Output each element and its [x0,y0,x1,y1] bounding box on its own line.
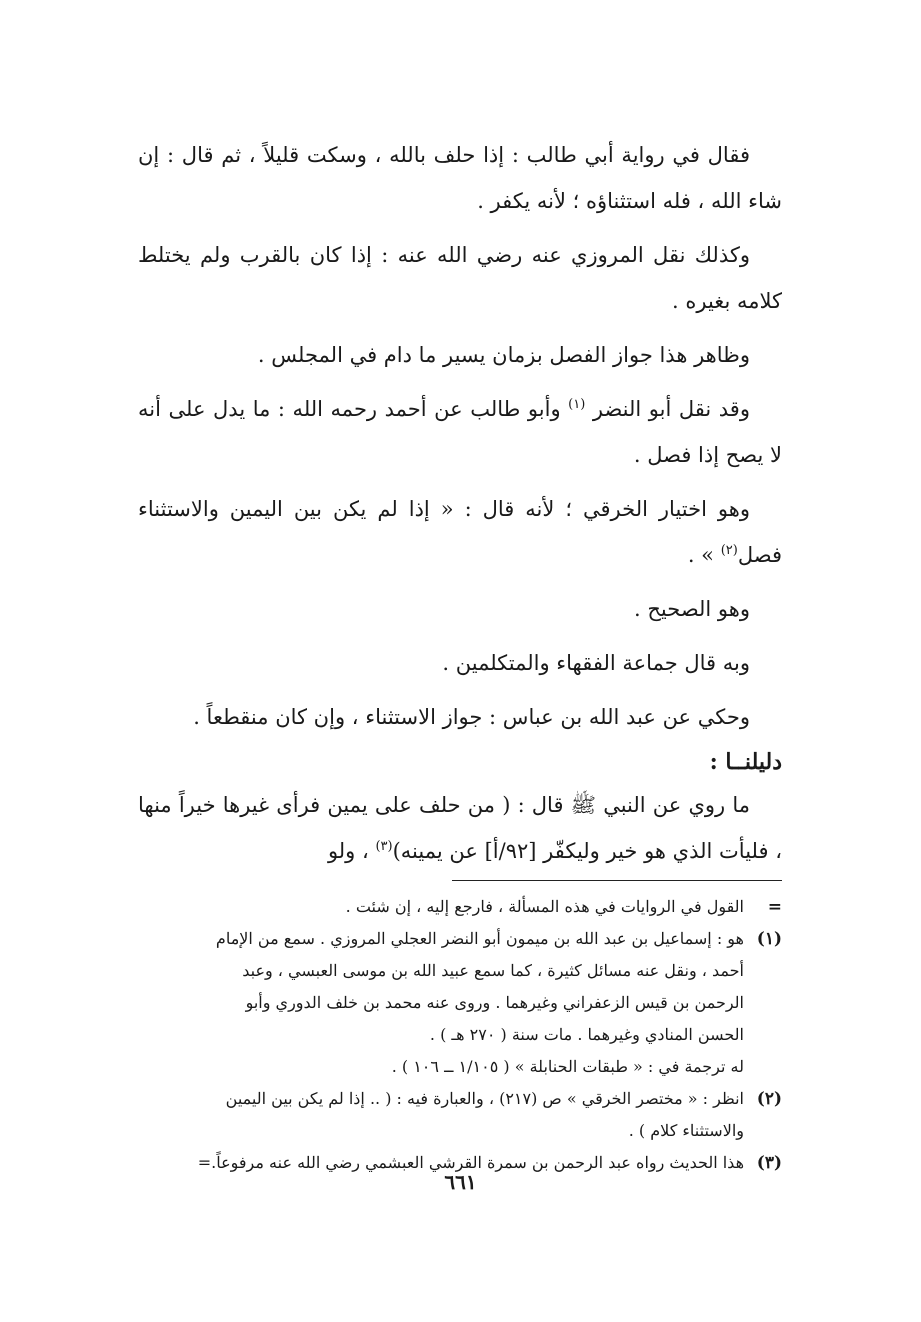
footnote-2 [138,1083,782,1147]
section-heading: دليلنــا : [709,749,782,775]
paragraph-2 [138,232,782,324]
footnote-continuation-text: القول في الروايات في هذه المسألة ، فارجع إليه ، إن شئت . [345,897,744,916]
footnote-2-line-2: والاستثناء كلام ) . [628,1121,744,1140]
footnotes [138,891,782,1179]
paragraph-5-text-b: » . [687,543,715,567]
paragraph-5-line-1: وهو اختيار الخرقي ؛ لأنه قال : « إذا لم يكن بين اليمين والاستثناء [138,497,750,521]
footnote-1-mark: (١) [756,929,782,949]
page-content [138,132,782,1179]
paragraph-8: وحكي عن عبد الله بن عباس : جواز الاستثناء ، وإن كان منقطعاً . [193,705,750,729]
footnote-ref-2: (٢) [720,543,738,558]
paragraph-2-line-1: وكذلك نقل المروزي عنه رضي الله عنه : إذا كان بالقرب ولم يختلط [138,243,750,267]
paragraph-5 [138,486,782,578]
footnote-2-mark: (٢) [756,1089,782,1109]
paragraph-1 [138,132,782,224]
footnote-continuation [138,891,782,923]
paragraph-3: وظاهر هذا جواز الفصل بزمان يسير ما دام في المجلس . [257,343,750,367]
page-number: ٦٦١ [444,1170,477,1194]
paragraph-9 [138,782,782,874]
paragraph-4-line-2: على أنه لا يصح إذا فصل . [138,397,782,467]
paragraph-1-line-2: إن شاء الله ، فله استثناؤه ؛ لأنه يكفر . [138,143,782,213]
paragraph-6: وهو الصحيح . [634,597,750,621]
paragraph-4 [138,386,782,478]
footnote-3-text: هذا الحديث رواه عبد الرحمن بن سمرة القرشي العبشمي رضي الله عنه مرفوعاً.= [197,1153,744,1172]
footnote-1-line-3: الرحمن بن قيس الزعفراني وغيرهما . وروى عنه محمد بن خلف الدوري وأبو [245,993,744,1012]
paragraph-7: وبه قال جماعة الفقهاء والمتكلمين . [442,651,750,675]
footnote-1-line-5: له ترجمة في : « طبقات الحنابلة » ( ١/١٠٥ ــ ١٠٦ ) . [391,1057,744,1076]
paragraph-5-text-a: فصل [737,543,782,567]
footnote-continuation-mark: = [767,897,782,917]
main-text [138,132,782,874]
footnote-1-text [138,923,744,1083]
paragraph-9-line-1: ما روي عن النبي ﷺ قال : ( من حلف على يمين فرأى غيرها [222,793,750,817]
footnote-1-line-4: الحسن المنادي وغيرهما . مات سنة ( ٢٧٠ هـ ) . [429,1025,744,1044]
paragraph-9-text-b: ، ولو [327,839,369,863]
footnote-3-mark: (٣) [756,1153,782,1173]
paragraph-9-text-a: خيراً منها ، فليأت الذي هو خير وليكفّر [٩٢/أ] عن يمينه) [138,793,782,863]
footnote-2-line-1: انظر : « مختصر الخرقي » ص (٢١٧) ، والعبارة فيه : ( .. إذا لم يكن بين اليمين [225,1089,744,1108]
footnote-ref-1: (١) [568,397,586,412]
paragraph-4-text-b: وأبو طالب عن أحمد رحمه الله : ما يدل [213,397,561,421]
footnote-2-text [138,1083,744,1147]
footnote-1-line-2: أحمد ، ونقل عنه مسائل كثيرة ، كما سمع عبيد الله بن موسى العبسي ، وعبد [242,961,744,980]
paragraph-4-text-a: وقد نقل أبو النضر [592,397,750,421]
footnote-ref-3: (٣) [375,839,393,854]
paragraph-1-line-1: فقال في رواية أبي طالب : إذا حلف بالله ، وسكت قليلاً ، ثم قال : [167,143,750,167]
footnote-1-line-1: هو : إسماعيل بن عبد الله بن ميمون أبو النضر العجلي المروزي . سمع من الإمام [215,929,744,948]
footnote-divider [452,880,782,881]
footnote-1 [138,923,782,1083]
paragraph-2-line-2: كلامه بغيره . [672,289,782,313]
